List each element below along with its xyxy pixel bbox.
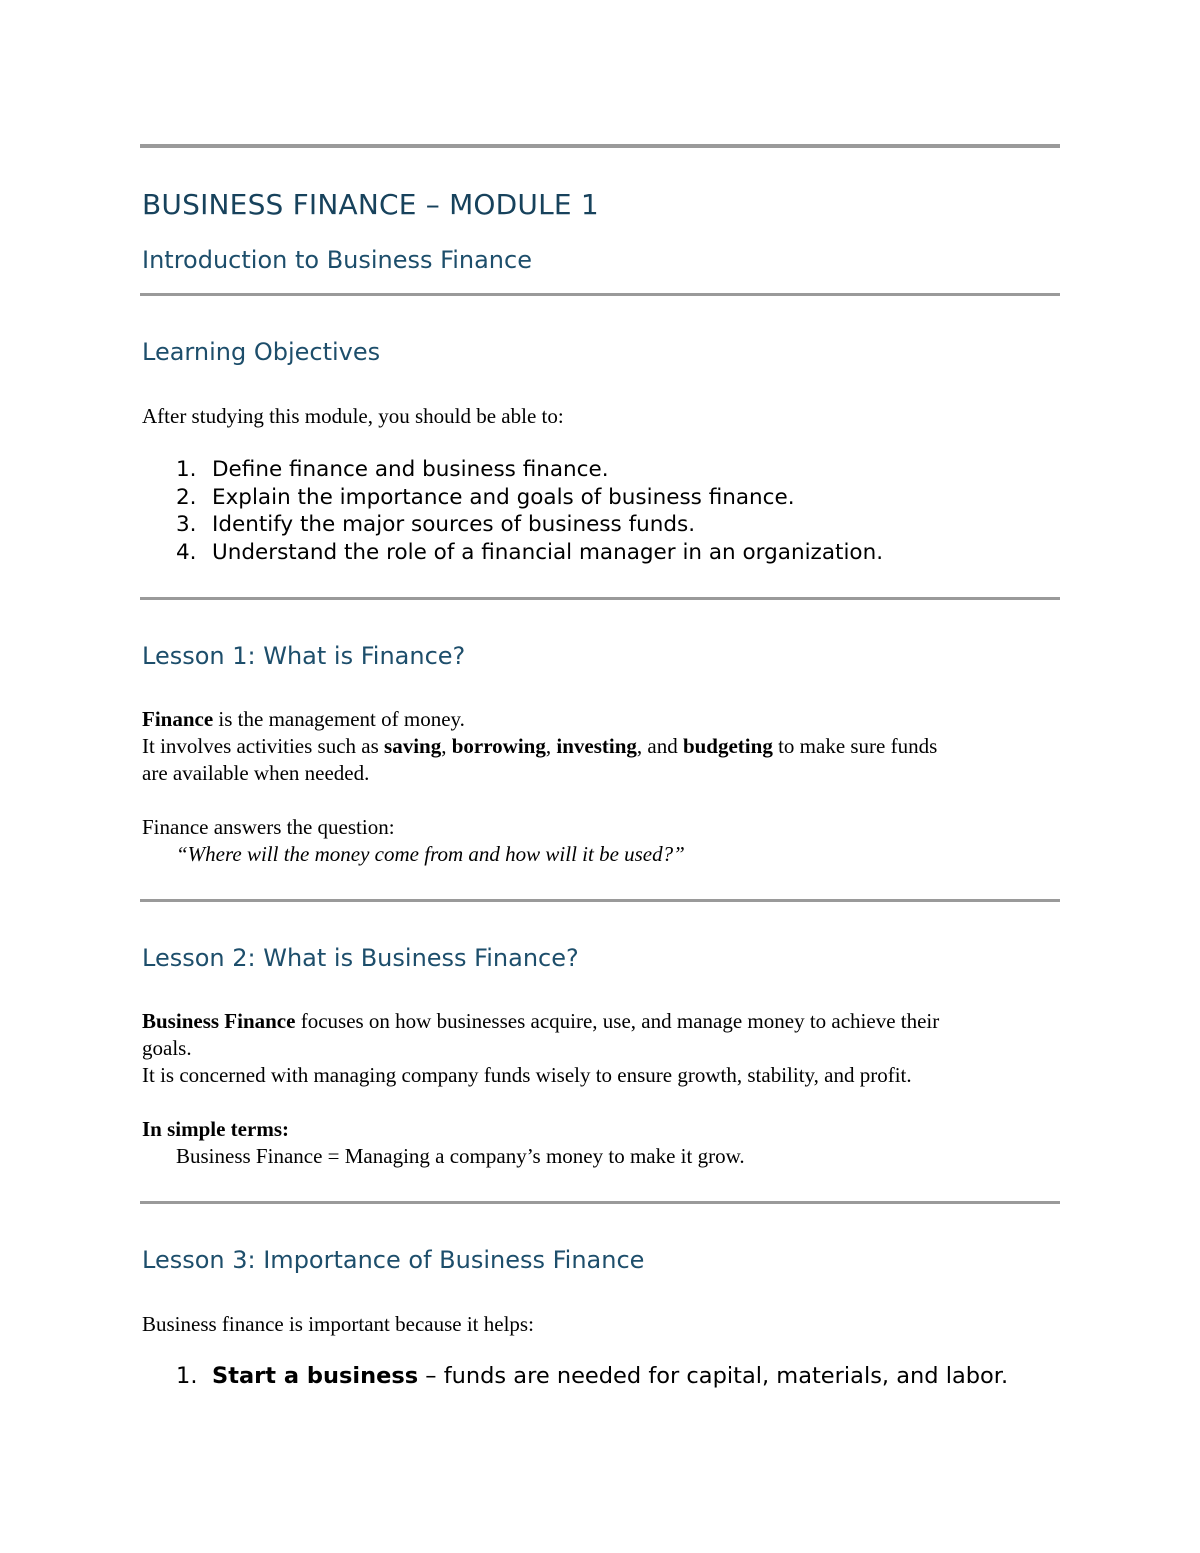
lesson2-definition (142, 1008, 939, 1035)
activity-borrowing: borrowing (451, 734, 546, 758)
lesson1-line3: are available when needed. (142, 761, 370, 785)
list-item-text: Understand the role of a financial manager in an organization. (212, 539, 884, 565)
list-item (170, 539, 883, 567)
list-item-text: Explain the importance and goals of business finance. (212, 484, 795, 510)
lesson3-heading: Lesson 3: Importance of Business Finance (142, 1246, 645, 1274)
lesson1-activities-lead: It involves activities such as (142, 734, 385, 758)
lesson2-def-text: focuses on how businesses acquire, use, and manage money to achieve their (295, 1009, 940, 1033)
lesson1-term: Finance (142, 707, 214, 731)
simple-terms-label: In simple terms: (142, 1117, 289, 1141)
activity-budgeting: budgeting (682, 734, 773, 758)
section-divider (140, 899, 1060, 902)
list-number: 3. (176, 512, 197, 537)
section-divider (140, 293, 1060, 296)
objectives-heading: Learning Objectives (142, 338, 381, 366)
list-item-text: Identify the major sources of business funds. (212, 512, 696, 537)
separator: , (441, 734, 452, 758)
section-divider (140, 597, 1060, 600)
activity-investing: investing (556, 734, 637, 758)
lesson2-simple-text: Business Finance = Managing a company’s money to make it grow. (176, 1144, 745, 1168)
lesson1-activities (142, 733, 937, 760)
lesson1-definition (142, 706, 937, 733)
objectives-list (170, 456, 883, 566)
list-item-text: Define finance and business finance. (212, 457, 609, 482)
lesson3-list (170, 1363, 1008, 1391)
list-item-text: – funds are needed for capital, materials, and labor. (418, 1363, 1009, 1389)
separator: , (545, 734, 557, 758)
lesson1-body (142, 706, 937, 868)
lesson2-body (142, 1008, 939, 1170)
list-item (170, 456, 883, 484)
activity-saving: saving (384, 734, 442, 758)
list-item (170, 511, 883, 539)
lesson2-simple-label (142, 1116, 939, 1143)
document-subtitle: Introduction to Business Finance (142, 246, 532, 274)
lesson2-term: Business Finance (142, 1009, 296, 1033)
list-item-bold: Start a business (212, 1363, 419, 1389)
list-number: 4. (176, 539, 197, 565)
separator: , and (636, 734, 683, 758)
list-item (170, 484, 883, 512)
document-title: BUSINESS FINANCE – MODULE 1 (142, 188, 599, 221)
list-number: 1. (176, 1363, 198, 1389)
lesson1-question: “Where will the money come from and how will it be used?” (176, 842, 685, 866)
lesson1-question-intro: Finance answers the question: (142, 815, 395, 839)
lesson3-intro: Business finance is important because it helps: (142, 1312, 534, 1336)
list-number: 1. (176, 457, 197, 482)
lesson1-def-text: is the management of money. (213, 707, 465, 731)
section-divider (140, 1201, 1060, 1204)
lesson1-activities-tail: to make sure funds (772, 734, 938, 758)
lesson1-heading: Lesson 1: What is Finance? (142, 642, 466, 670)
lesson2-heading: Lesson 2: What is Business Finance? (142, 944, 579, 972)
header-top-rule (140, 144, 1060, 148)
objectives-intro: After studying this module, you should be able to: (142, 404, 564, 428)
list-item (170, 1363, 1008, 1391)
lesson2-line2: It is concerned with managing company funds wisely to ensure growth, stability, and profit. (142, 1063, 912, 1087)
lesson2-def-cont: goals. (142, 1036, 192, 1060)
list-number: 2. (176, 484, 197, 510)
